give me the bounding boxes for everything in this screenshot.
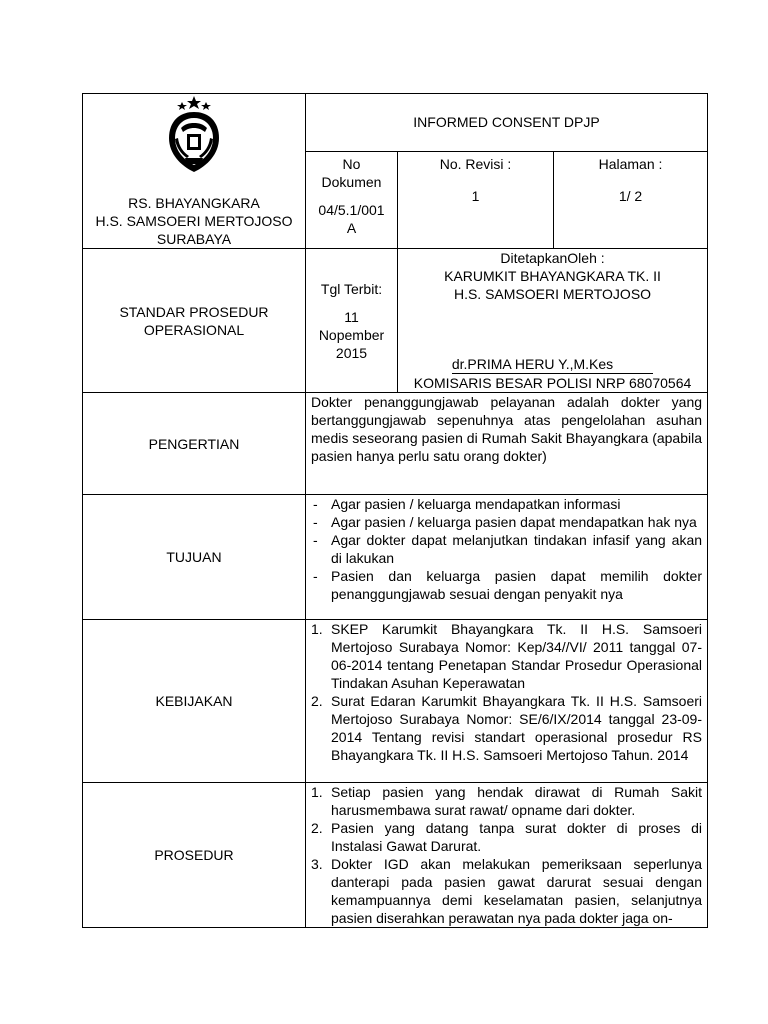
doc-number-cell <box>306 151 398 248</box>
pengertian-label: PENGERTIAN <box>148 435 240 452</box>
revision-label: No. Revisi : <box>439 155 512 172</box>
tujuan-list <box>311 495 702 603</box>
document-title-cell <box>306 94 708 152</box>
list-item: - Agar pasien / keluarga pasien dapat mendapatkan hak nya <box>313 514 697 530</box>
revision-value: 1 <box>471 187 480 204</box>
doc-number-value-1: 04/5.1/001 <box>318 201 385 218</box>
doc-number-label-2: Dokumen <box>321 173 382 190</box>
kebijakan-list <box>311 620 702 764</box>
sop-title-cell <box>83 249 306 393</box>
signer-name: dr.PRIMA HERU Y.,M.Kes <box>452 355 653 374</box>
approval-cell <box>398 249 708 393</box>
kebijakan-label: KEBIJAKAN <box>155 693 233 709</box>
issue-date-month: Nopember <box>318 326 385 343</box>
tujuan-label-cell <box>83 495 306 620</box>
list-item: 2. Pasien yang datang tanpa surat dokter di proses di Instalasi Gawat Darurat. <box>311 820 703 854</box>
page-cell <box>554 151 708 248</box>
police-emblem-icon <box>163 94 225 174</box>
pengertian-text: Dokter penanggungjawab pelayanan adalah dokter yang bertanggungjawab sepenuhnya atas pengelolahan asuhan medis seseorang pasien di Rumah Sakit Bhayangkara (apabila pasien hanya perlu satu orang dokter) <box>311 394 703 464</box>
signer-rank: KOMISARIS BESAR POLISI NRP 68070564 <box>413 375 692 391</box>
prosedur-label-cell <box>83 783 306 928</box>
issue-date-day: 11 <box>344 308 359 325</box>
page-value: 1/ 2 <box>618 187 643 204</box>
list-item: - Agar pasien / keluarga mendapatkan informasi <box>313 496 621 512</box>
list-item: 3. Dokter IGD akan melakukan pemeriksaan seperlunya danterapi pada pasien gawat darurat sesuai dengan kemampuannya demi keselamatan pasien, selanjutnya pasien diserahkan perawatan nya pada dokter jaga on- <box>311 856 703 926</box>
document-title: INFORMED CONSENT DPJP <box>413 114 600 131</box>
kebijakan-list-cell <box>306 620 708 783</box>
pengertian-label-cell <box>83 393 306 495</box>
hospital-name-line-3: SURABAYA <box>156 231 232 247</box>
doc-number-label-1: No <box>342 155 361 172</box>
list-item: 2. Surat Edaran Karumkit Bhayangkara Tk. II H.S. Samsoeri Mertojoso Surabaya Nomor: SE/6/IX/2014 tanggal 23-09-2014 Tentang revisi standart operasional prosedur RS Bhayangkara Tk. II H.S. Samsoeri Mertojoso Tahun. 2014 <box>311 693 703 763</box>
sop-table <box>82 93 708 928</box>
pengertian-text-cell <box>306 393 708 495</box>
revision-cell <box>398 151 554 248</box>
issue-date-cell <box>306 249 398 393</box>
doc-number-value-2: A <box>346 219 357 236</box>
list-item: 1. Setiap pasien yang hendak dirawat di Rumah Sakit harusmembawa surat rawat/ opname dari dokter. <box>311 784 703 818</box>
prosedur-list-cell <box>306 783 708 928</box>
hospital-name-line-2: H.S. SAMSOERI MERTOJOSO <box>95 213 293 229</box>
issue-date-label: Tgl Terbit: <box>320 280 383 297</box>
hospital-cell <box>83 94 306 249</box>
list-item: 1. SKEP Karumkit Bhayangkara Tk. II H.S. Samsoeri Mertojoso Surabaya Nomor: Kep/34//VI/ 2011 tanggal 07-06-2014 tentang Penetapan Standar Prosedur Operasional Tindakan Asuhan Keperawatan <box>311 621 703 691</box>
sop-title-line-1: STANDAR PROSEDUR <box>119 303 269 320</box>
prosedur-list <box>311 783 702 927</box>
list-item: - Pasien dan keluarga pasien dapat memilih dokter penanggungjawab sesuai dengan penyakit nya <box>313 568 703 602</box>
list-item: - Agar dokter dapat melanjutkan tindakan infasif yang akan di lakukan <box>313 532 703 566</box>
tujuan-list-cell <box>306 495 708 620</box>
prosedur-label: PROSEDUR <box>154 847 234 863</box>
hospital-name-line-1: RS. BHAYANGKARA <box>128 195 260 211</box>
tujuan-label: TUJUAN <box>166 549 222 565</box>
issue-date-year: 2015 <box>335 344 368 361</box>
approval-set-by: DitetapkanOleh : <box>500 250 605 266</box>
kebijakan-label-cell <box>83 620 306 783</box>
approval-office: KARUMKIT BHAYANGKARA TK. II <box>444 268 661 284</box>
page-label: Halaman : <box>598 155 663 172</box>
approval-hospital: H.S. SAMSOERI MERTOJOSO <box>453 286 652 302</box>
sop-title-line-2: OPERASIONAL <box>143 321 245 338</box>
